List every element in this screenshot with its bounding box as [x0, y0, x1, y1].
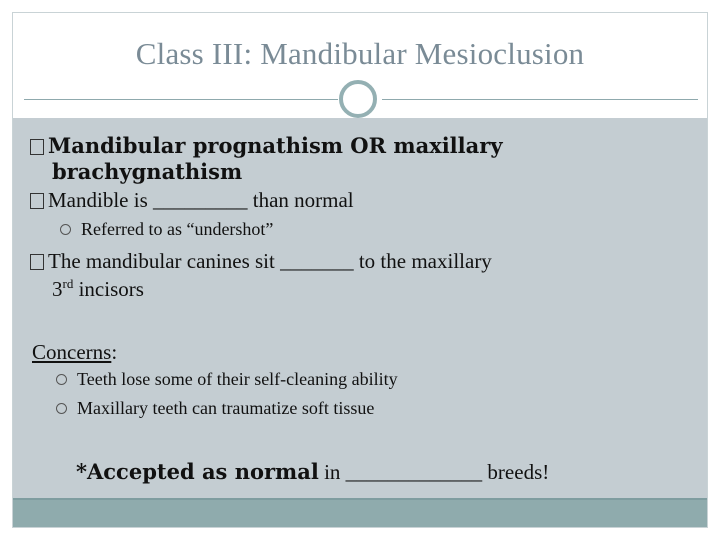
concern-item-text: Teeth lose some of their self-cleaning ability — [77, 369, 398, 389]
concern-item-2 — [56, 398, 374, 419]
concerns-label: Concerns — [32, 340, 112, 364]
square-bullet-icon — [30, 193, 44, 209]
note-bold: *Accepted as normal — [76, 459, 319, 484]
slide-title: Class III: Mandibular Mesioclusion — [135, 36, 585, 71]
ordinal-number: 3 — [52, 277, 63, 301]
circle-bullet-icon — [56, 403, 67, 414]
note-rest: in _____________ breeds! — [318, 460, 550, 484]
circle-bullet-icon — [60, 224, 71, 235]
bullet-2 — [30, 188, 354, 213]
accepted-note — [76, 459, 549, 485]
ordinal-suffix: rd — [62, 276, 74, 291]
concern-item-text: Maxillary teeth can traumatize soft tissue — [77, 398, 375, 418]
title-rule-left — [24, 99, 338, 100]
title-rule-right — [382, 99, 698, 100]
concerns-colon: : — [111, 340, 118, 364]
sub-bullet-text: Referred to as “undershot” — [81, 219, 274, 239]
circle-ornament-icon — [339, 80, 377, 118]
bullet-3-text: The mandibular canines sit _______ to the maxillary — [48, 249, 492, 273]
bullet-1-line-2: brachygnathism — [52, 159, 243, 184]
concerns-heading — [32, 340, 117, 365]
bullet-3-line-2 — [52, 276, 144, 302]
bullet-1-text: Mandibular prognathism OR maxillary — [48, 133, 503, 158]
sub-bullet-1 — [60, 219, 273, 240]
bullet-2-text: Mandible is _________ than normal — [48, 188, 354, 212]
square-bullet-icon — [30, 139, 44, 155]
bullet-3-tail: incisors — [73, 277, 144, 301]
circle-bullet-icon — [56, 374, 67, 385]
bullet-3-line-1 — [30, 249, 492, 274]
footer-stripe — [13, 498, 707, 500]
footer-band — [13, 498, 707, 527]
bullet-1-line-1 — [30, 133, 503, 158]
concern-item-1 — [56, 369, 398, 390]
square-bullet-icon — [30, 254, 44, 270]
